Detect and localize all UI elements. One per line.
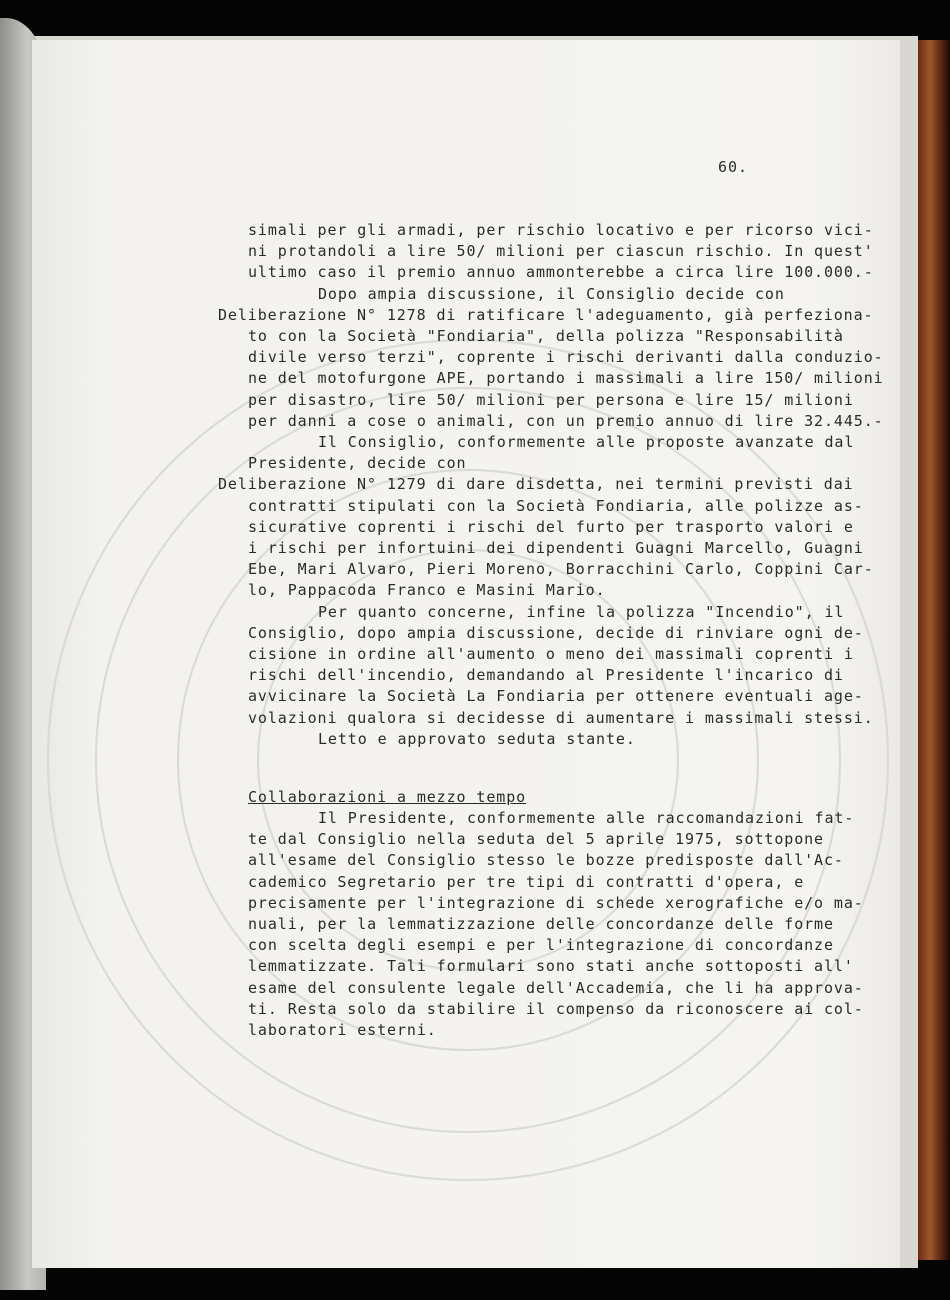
text-line: Presidente, decide con [248,454,467,473]
text-line: all'esame del Consiglio stesso le bozze predisposte dall'Ac- [248,851,844,870]
text-line: per danni a cose o animali, con un premio annuo di lire 32.445.- [248,411,884,430]
text-line: Deliberazione N° 1278 di ratificare l'adeguamento, già perfeziona- [218,305,874,324]
text-line: Letto e approvato seduta stante. [318,729,636,748]
text-line: lemmatizzate. Tali formulari sono stati anche sottoposti all' [248,957,854,976]
text-line: Dopo ampia discussione, il Consiglio decide con [318,284,785,303]
document-page [32,40,900,1268]
text-line: avvicinare la Società La Fondiaria per ottenere eventuali age- [248,687,864,706]
text-line: nuali, per la lemmatizzazione delle concordanze delle forme [248,915,834,933]
text-line: ni protandoli a lire 50/ milioni per ciascun rischio. In quest' [248,242,874,261]
text-line: Consiglio, dopo ampia discussione, decide di rinviare ogni de- [248,623,864,642]
text-line: Il Consiglio, conformemente alle proposte avanzate dal [318,433,855,451]
text-line: te dal Consiglio nella seduta del 5 aprile 1975, sottopone [248,830,824,849]
page-number: 60. [718,158,749,176]
text-line: ultimo caso il premio annuo ammonterebbe a circa lire 100.000.- [248,263,874,282]
text-line: ti. Resta solo da stabilire il compenso da riconoscere ai col- [248,999,864,1018]
text-line: laboratori esterni. [248,1021,437,1039]
text-line: Il Presidente, conformemente alle raccomandazioni fat- [318,809,855,827]
text-line: Deliberazione N° 1279 di dare disdetta, nei termini previsti dai [218,475,854,494]
text-line: precisamente per l'integrazione di schede xerografiche e/o ma- [248,893,864,912]
text-line: volazioni qualora si decidesse di aumentare i massimali stessi. [248,708,874,727]
text-line: con scelta degli esempi e per l'integrazione di concordanze [248,936,834,955]
text-line: esame del consulente legale dell'Accademia, che li ha approva- [248,978,864,997]
section-heading: Collaborazioni a mezzo tempo [248,788,527,806]
text-line: ne del motofurgone APE, portando i massimali a lire 150/ milioni [248,369,884,388]
text-line: i rischi per infortuini dei dipendenti Guagni Marcello, Guagni [248,539,864,557]
text-line: simali per gli armadi, per rischio locativo e per ricorso vici- [248,221,874,239]
text-line: Per quanto concerne, infine la polizza "Incendio", il [318,602,845,621]
text-line: contratti stipulati con la Società Fondiaria, alle polizze as- [248,496,864,515]
text-line: per disastro, lire 50/ milioni per persona e lire 15/ milioni [248,390,854,409]
text-line: cademico Segretario per tre tipi di contratti d'opera, e [248,872,805,891]
text-line: sicurative coprenti i rischi del furto per trasporto valori e [248,517,854,536]
text-line: Ebe, Mari Alvaro, Pieri Moreno, Borracchini Carlo, Coppini Car- [248,560,874,579]
text-line: rischi dell'incendio, demandando al Presidente l'incarico di [248,666,844,685]
text-line: to con la Società "Fondiaria", della polizza "Responsabilità [248,327,844,345]
text-line: divile verso terzi", coprente i rischi derivanti dalla conduzio- [248,348,884,367]
text-line: cisione in ordine all'aumento o meno dei massimali coprenti i [248,645,854,663]
text-line: lo, Pappacoda Franco e Masini Mario. [248,581,606,600]
